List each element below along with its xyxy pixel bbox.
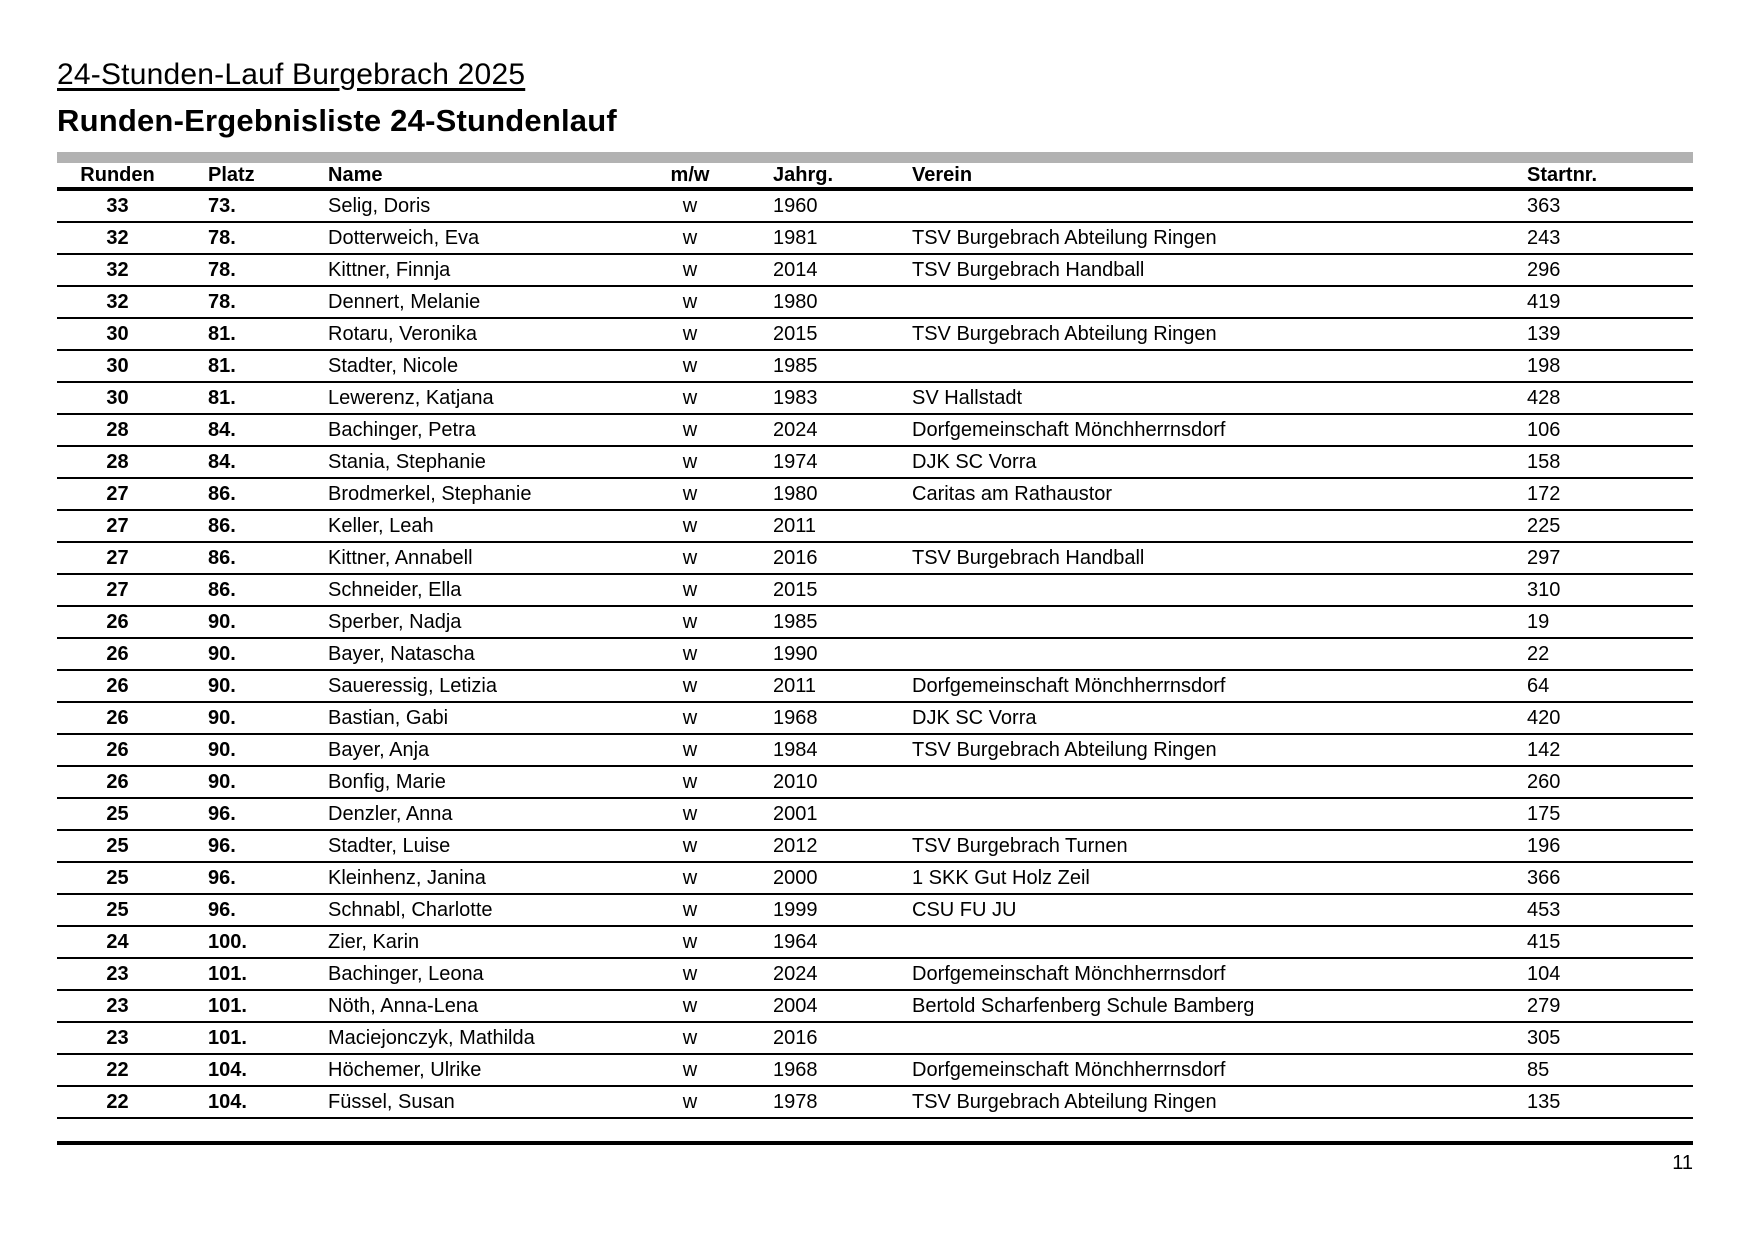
cell-verein (912, 638, 1527, 670)
cell-runden: 28 (57, 414, 178, 446)
cell-runden: 27 (57, 542, 178, 574)
cell-platz: 90. (178, 606, 328, 638)
cell-name: Bachinger, Leona (328, 958, 640, 990)
table-row (57, 189, 1693, 222)
cell-runden: 30 (57, 350, 178, 382)
cell-jahrg: 2011 (740, 510, 912, 542)
table-row (57, 286, 1693, 318)
cell-startnr: 172 (1527, 478, 1693, 510)
table-row (57, 990, 1693, 1022)
cell-runden: 25 (57, 862, 178, 894)
cell-verein: TSV Burgebrach Abteilung Ringen (912, 222, 1527, 254)
cell-mw: w (640, 798, 740, 830)
cell-verein: Dorfgemeinschaft Mönchherrnsdorf (912, 414, 1527, 446)
cell-platz: 101. (178, 1022, 328, 1054)
cell-runden: 33 (57, 189, 178, 222)
cell-platz: 104. (178, 1054, 328, 1086)
cell-name: Bachinger, Petra (328, 414, 640, 446)
cell-mw: w (640, 894, 740, 926)
cell-verein: TSV Burgebrach Turnen (912, 830, 1527, 862)
cell-startnr: 420 (1527, 702, 1693, 734)
cell-verein (912, 189, 1527, 222)
cell-name: Stadter, Nicole (328, 350, 640, 382)
cell-platz: 90. (178, 702, 328, 734)
cell-jahrg: 2004 (740, 990, 912, 1022)
cell-runden: 32 (57, 286, 178, 318)
cell-mw: w (640, 286, 740, 318)
cell-platz: 86. (178, 478, 328, 510)
cell-runden: 27 (57, 574, 178, 606)
table-row (57, 894, 1693, 926)
cell-platz: 78. (178, 222, 328, 254)
cell-platz: 101. (178, 958, 328, 990)
cell-verein (912, 1022, 1527, 1054)
cell-name: Bastian, Gabi (328, 702, 640, 734)
cell-platz: 96. (178, 830, 328, 862)
cell-jahrg: 1985 (740, 350, 912, 382)
column-header-platz: Platz (178, 163, 328, 189)
cell-name: Nöth, Anna-Lena (328, 990, 640, 1022)
table-row (57, 670, 1693, 702)
cell-jahrg: 2016 (740, 542, 912, 574)
cell-verein: SV Hallstadt (912, 382, 1527, 414)
cell-mw: w (640, 254, 740, 286)
cell-jahrg: 1960 (740, 189, 912, 222)
cell-mw: w (640, 222, 740, 254)
cell-mw: w (640, 350, 740, 382)
cell-startnr: 243 (1527, 222, 1693, 254)
cell-mw: w (640, 382, 740, 414)
cell-name: Stadter, Luise (328, 830, 640, 862)
cell-startnr: 106 (1527, 414, 1693, 446)
cell-startnr: 64 (1527, 670, 1693, 702)
cell-verein (912, 926, 1527, 958)
cell-startnr: 453 (1527, 894, 1693, 926)
cell-platz: 101. (178, 990, 328, 1022)
cell-jahrg: 1980 (740, 286, 912, 318)
table-row (57, 606, 1693, 638)
cell-jahrg: 2015 (740, 318, 912, 350)
table-row (57, 478, 1693, 510)
cell-platz: 73. (178, 189, 328, 222)
table-row (57, 382, 1693, 414)
cell-startnr: 296 (1527, 254, 1693, 286)
cell-verein: Dorfgemeinschaft Mönchherrnsdorf (912, 1054, 1527, 1086)
cell-name: Dennert, Melanie (328, 286, 640, 318)
cell-startnr: 22 (1527, 638, 1693, 670)
cell-jahrg: 2015 (740, 574, 912, 606)
cell-startnr: 196 (1527, 830, 1693, 862)
cell-jahrg: 1984 (740, 734, 912, 766)
cell-name: Keller, Leah (328, 510, 640, 542)
cell-startnr: 363 (1527, 189, 1693, 222)
cell-name: Füssel, Susan (328, 1086, 640, 1118)
cell-jahrg: 2011 (740, 670, 912, 702)
cell-startnr: 428 (1527, 382, 1693, 414)
cell-mw: w (640, 990, 740, 1022)
cell-mw: w (640, 830, 740, 862)
cell-jahrg: 1974 (740, 446, 912, 478)
cell-name: Selig, Doris (328, 189, 640, 222)
cell-runden: 24 (57, 926, 178, 958)
cell-name: Kittner, Finnja (328, 254, 640, 286)
table-row (57, 958, 1693, 990)
cell-runden: 26 (57, 702, 178, 734)
results-table-body (57, 189, 1693, 1118)
cell-runden: 30 (57, 382, 178, 414)
cell-runden: 25 (57, 830, 178, 862)
cell-platz: 90. (178, 734, 328, 766)
cell-name: Saueressig, Letizia (328, 670, 640, 702)
cell-startnr: 85 (1527, 1054, 1693, 1086)
cell-mw: w (640, 862, 740, 894)
cell-platz: 78. (178, 254, 328, 286)
cell-jahrg: 1999 (740, 894, 912, 926)
cell-platz: 86. (178, 510, 328, 542)
table-bottom-rule (57, 1141, 1693, 1145)
cell-verein: TSV Burgebrach Abteilung Ringen (912, 318, 1527, 350)
cell-jahrg: 2016 (740, 1022, 912, 1054)
cell-platz: 90. (178, 766, 328, 798)
cell-platz: 100. (178, 926, 328, 958)
cell-startnr: 175 (1527, 798, 1693, 830)
cell-mw: w (640, 638, 740, 670)
cell-jahrg: 2024 (740, 958, 912, 990)
cell-platz: 81. (178, 382, 328, 414)
cell-runden: 32 (57, 254, 178, 286)
cell-jahrg: 1983 (740, 382, 912, 414)
cell-name: Stania, Stephanie (328, 446, 640, 478)
table-row (57, 734, 1693, 766)
cell-name: Sperber, Nadja (328, 606, 640, 638)
cell-jahrg: 1968 (740, 1054, 912, 1086)
cell-mw: w (640, 542, 740, 574)
column-header-startnr: Startnr. (1527, 163, 1693, 189)
cell-runden: 22 (57, 1086, 178, 1118)
cell-verein (912, 606, 1527, 638)
cell-verein (912, 798, 1527, 830)
cell-startnr: 135 (1527, 1086, 1693, 1118)
table-row (57, 1054, 1693, 1086)
cell-name: Zier, Karin (328, 926, 640, 958)
cell-verein: TSV Burgebrach Abteilung Ringen (912, 734, 1527, 766)
column-header-name: Name (328, 163, 640, 189)
cell-runden: 23 (57, 990, 178, 1022)
cell-platz: 96. (178, 862, 328, 894)
cell-verein: DJK SC Vorra (912, 702, 1527, 734)
cell-verein: Dorfgemeinschaft Mönchherrnsdorf (912, 958, 1527, 990)
cell-startnr: 158 (1527, 446, 1693, 478)
table-row (57, 830, 1693, 862)
cell-verein: TSV Burgebrach Handball (912, 542, 1527, 574)
table-row (57, 254, 1693, 286)
cell-jahrg: 1978 (740, 1086, 912, 1118)
cell-platz: 96. (178, 798, 328, 830)
cell-jahrg: 2024 (740, 414, 912, 446)
cell-runden: 30 (57, 318, 178, 350)
cell-jahrg: 1981 (740, 222, 912, 254)
cell-name: Schnabl, Charlotte (328, 894, 640, 926)
cell-verein: TSV Burgebrach Abteilung Ringen (912, 1086, 1527, 1118)
cell-mw: w (640, 766, 740, 798)
column-header-runden: Runden (57, 163, 178, 189)
cell-platz: 84. (178, 446, 328, 478)
cell-mw: w (640, 318, 740, 350)
cell-runden: 28 (57, 446, 178, 478)
cell-startnr: 305 (1527, 1022, 1693, 1054)
cell-mw: w (640, 1022, 740, 1054)
page-number: 11 (1672, 1152, 1693, 1174)
cell-startnr: 19 (1527, 606, 1693, 638)
cell-name: Bayer, Natascha (328, 638, 640, 670)
table-row (57, 542, 1693, 574)
cell-mw: w (640, 478, 740, 510)
cell-mw: w (640, 189, 740, 222)
cell-name: Brodmerkel, Stephanie (328, 478, 640, 510)
cell-startnr: 415 (1527, 926, 1693, 958)
cell-mw: w (640, 1086, 740, 1118)
cell-startnr: 419 (1527, 286, 1693, 318)
cell-runden: 25 (57, 894, 178, 926)
cell-startnr: 198 (1527, 350, 1693, 382)
cell-verein (912, 350, 1527, 382)
cell-runden: 22 (57, 1054, 178, 1086)
cell-verein (912, 510, 1527, 542)
results-table (57, 163, 1693, 1119)
cell-mw: w (640, 606, 740, 638)
cell-verein: Dorfgemeinschaft Mönchherrnsdorf (912, 670, 1527, 702)
cell-platz: 78. (178, 286, 328, 318)
cell-startnr: 260 (1527, 766, 1693, 798)
cell-name: Dotterweich, Eva (328, 222, 640, 254)
cell-platz: 86. (178, 574, 328, 606)
table-row (57, 350, 1693, 382)
cell-platz: 96. (178, 894, 328, 926)
cell-verein: 1 SKK Gut Holz Zeil (912, 862, 1527, 894)
cell-jahrg: 2012 (740, 830, 912, 862)
cell-mw: w (640, 926, 740, 958)
cell-jahrg: 1964 (740, 926, 912, 958)
column-header-mw: m/w (640, 163, 740, 189)
cell-platz: 81. (178, 318, 328, 350)
cell-jahrg: 1980 (740, 478, 912, 510)
cell-jahrg: 1985 (740, 606, 912, 638)
cell-runden: 26 (57, 734, 178, 766)
table-row (57, 1022, 1693, 1054)
table-row (57, 574, 1693, 606)
cell-name: Maciejonczyk, Mathilda (328, 1022, 640, 1054)
cell-mw: w (640, 414, 740, 446)
cell-jahrg: 2001 (740, 798, 912, 830)
cell-startnr: 310 (1527, 574, 1693, 606)
column-header-jahrg: Jahrg. (740, 163, 912, 189)
cell-name: Kleinhenz, Janina (328, 862, 640, 894)
cell-startnr: 139 (1527, 318, 1693, 350)
table-row (57, 510, 1693, 542)
list-title: Runden-Ergebnisliste 24-Stundenlauf (57, 103, 617, 138)
cell-runden: 23 (57, 1022, 178, 1054)
cell-verein (912, 766, 1527, 798)
cell-verein: CSU FU JU (912, 894, 1527, 926)
cell-jahrg: 1968 (740, 702, 912, 734)
cell-startnr: 297 (1527, 542, 1693, 574)
cell-name: Rotaru, Veronika (328, 318, 640, 350)
cell-platz: 86. (178, 542, 328, 574)
cell-verein (912, 286, 1527, 318)
table-row (57, 222, 1693, 254)
cell-name: Bayer, Anja (328, 734, 640, 766)
cell-mw: w (640, 510, 740, 542)
cell-name: Höchemer, Ulrike (328, 1054, 640, 1086)
table-row (57, 702, 1693, 734)
cell-startnr: 366 (1527, 862, 1693, 894)
cell-runden: 25 (57, 798, 178, 830)
cell-platz: 90. (178, 638, 328, 670)
table-row (57, 766, 1693, 798)
cell-name: Bonfig, Marie (328, 766, 640, 798)
document-title: 24-Stunden-Lauf Burgebrach 2025 (57, 58, 526, 91)
cell-jahrg: 2000 (740, 862, 912, 894)
cell-runden: 26 (57, 606, 178, 638)
table-row (57, 1086, 1693, 1118)
table-row (57, 926, 1693, 958)
cell-startnr: 142 (1527, 734, 1693, 766)
cell-startnr: 104 (1527, 958, 1693, 990)
table-row (57, 638, 1693, 670)
cell-mw: w (640, 446, 740, 478)
cell-runden: 32 (57, 222, 178, 254)
cell-name: Kittner, Annabell (328, 542, 640, 574)
cell-jahrg: 2010 (740, 766, 912, 798)
cell-mw: w (640, 670, 740, 702)
cell-startnr: 279 (1527, 990, 1693, 1022)
cell-platz: 84. (178, 414, 328, 446)
results-table-head (57, 163, 1693, 189)
cell-verein: Caritas am Rathaustor (912, 478, 1527, 510)
cell-jahrg: 2014 (740, 254, 912, 286)
cell-runden: 27 (57, 510, 178, 542)
cell-mw: w (640, 1054, 740, 1086)
cell-runden: 26 (57, 638, 178, 670)
cell-mw: w (640, 574, 740, 606)
cell-platz: 81. (178, 350, 328, 382)
header-divider-bar (57, 152, 1693, 163)
cell-startnr: 225 (1527, 510, 1693, 542)
cell-name: Lewerenz, Katjana (328, 382, 640, 414)
cell-jahrg: 1990 (740, 638, 912, 670)
table-row (57, 414, 1693, 446)
cell-name: Schneider, Ella (328, 574, 640, 606)
cell-verein: TSV Burgebrach Handball (912, 254, 1527, 286)
table-row (57, 798, 1693, 830)
cell-verein: DJK SC Vorra (912, 446, 1527, 478)
cell-runden: 27 (57, 478, 178, 510)
column-header-verein: Verein (912, 163, 1527, 189)
cell-runden: 23 (57, 958, 178, 990)
cell-mw: w (640, 734, 740, 766)
cell-mw: w (640, 702, 740, 734)
table-row (57, 446, 1693, 478)
cell-platz: 104. (178, 1086, 328, 1118)
table-header-row (57, 163, 1693, 189)
cell-verein: Bertold Scharfenberg Schule Bamberg (912, 990, 1527, 1022)
cell-verein (912, 574, 1527, 606)
cell-platz: 90. (178, 670, 328, 702)
cell-runden: 26 (57, 766, 178, 798)
table-row (57, 318, 1693, 350)
table-row (57, 862, 1693, 894)
cell-mw: w (640, 958, 740, 990)
cell-name: Denzler, Anna (328, 798, 640, 830)
cell-runden: 26 (57, 670, 178, 702)
